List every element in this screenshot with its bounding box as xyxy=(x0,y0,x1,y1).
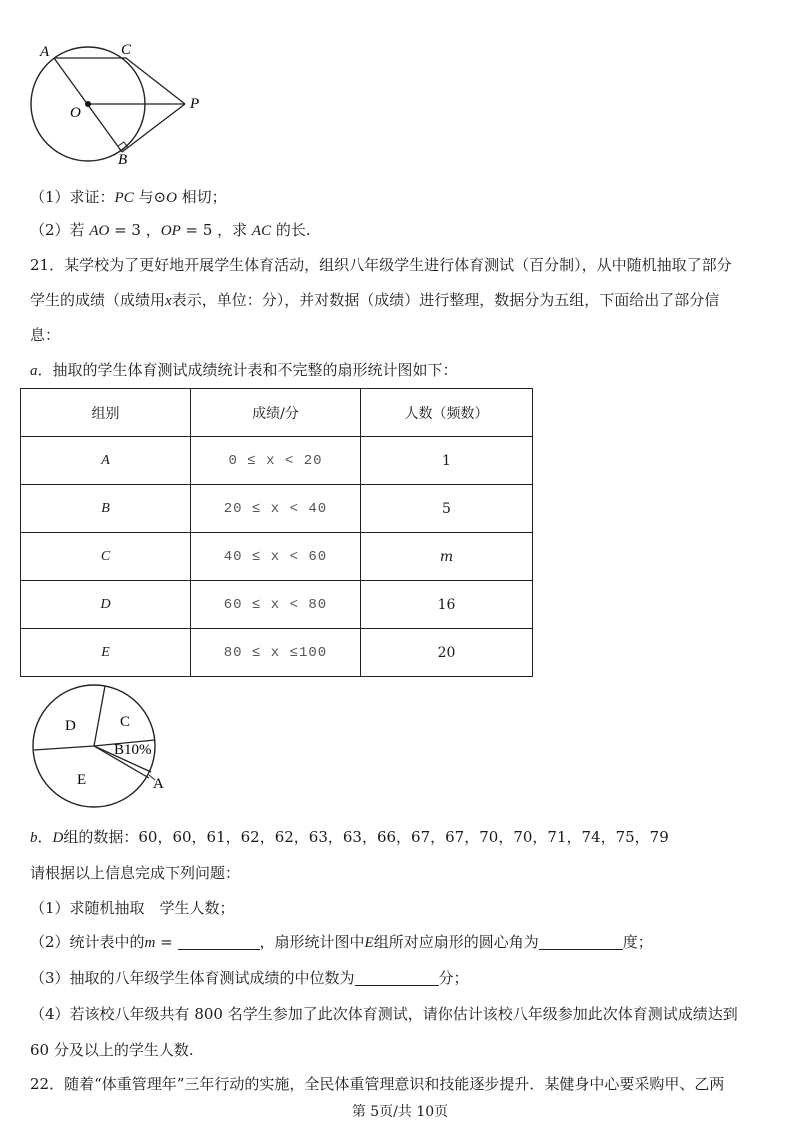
count-cell: 1 xyxy=(361,437,533,485)
q20-part1-mid: 与⊙ xyxy=(133,188,167,206)
q21-b-line xyxy=(30,827,669,848)
pie-label-e: E xyxy=(77,772,87,788)
q21-intro2b: 表示，单位：分），并对数据（成绩）进行整理，数据分为五组，下面给出了部分信 xyxy=(171,291,720,309)
q21-b-label: b xyxy=(30,830,38,846)
q21-b-text: 组的数据：60，60，61，62，62，63，63，66，67，67，70，70，71，74，75，79 xyxy=(63,828,669,846)
q21-p2c: ，扇形统计图中 xyxy=(259,933,365,951)
q21-intro2a: 学生的成绩（成绩用 xyxy=(30,291,166,309)
pie-label-a: A xyxy=(153,776,164,792)
range-cell: 80 ≤ x ≤100 xyxy=(191,629,361,677)
pie-label-d: D xyxy=(65,718,76,734)
center-point xyxy=(85,101,91,107)
q20-part1-o: O xyxy=(166,190,177,206)
label-o: O xyxy=(70,105,81,121)
q20-part2-ao: AO xyxy=(89,223,110,239)
q21-part4-line2: 60 分及以上的学生人数. xyxy=(30,1041,194,1059)
range-cell: 0 ≤ x < 20 xyxy=(191,437,361,485)
q21-intro-line1: 21．某学校为了更好地开展学生体育活动，组织八年级学生进行体育测试（百分制），从中随机抽取了部分 xyxy=(30,256,732,274)
q21-b-mid: ． xyxy=(37,828,53,846)
label-b: B xyxy=(118,152,128,168)
q21-intro-line2 xyxy=(30,290,719,311)
score-table xyxy=(20,388,533,677)
q21-p3b: 分； xyxy=(438,969,469,987)
q20-part2-op: OP xyxy=(160,223,181,239)
q21-part3 xyxy=(30,968,469,988)
q20-part2-v1: = 3 ， xyxy=(109,221,161,239)
count-cell: m xyxy=(361,533,533,581)
q21-part4-line1: （4）若该校八年级共有 800 名学生参加了此次体育测试，请你估计该校八年级参加此次体育测试成绩达到 xyxy=(30,1005,738,1023)
table-header-cell: 组别 xyxy=(21,389,191,437)
pie-divider-d-c xyxy=(94,686,105,746)
geometry-figure xyxy=(20,40,220,170)
range-cell: 60 ≤ x < 80 xyxy=(191,581,361,629)
group-cell: B xyxy=(21,485,191,533)
q21-p2e: E xyxy=(364,935,374,951)
q20-part1-pc: PC xyxy=(114,190,134,206)
right-angle-mark xyxy=(118,142,128,148)
page-footer: 第 5页/共 10页 xyxy=(351,1104,449,1120)
table-row xyxy=(21,437,533,485)
group-cell: C xyxy=(21,533,191,581)
q21-p2b: = xyxy=(155,933,178,951)
q21-part1: （1）求随机抽取 学生人数； xyxy=(30,899,235,917)
q20-part2-v2: = 5 ，求 xyxy=(180,221,252,239)
label-c: C xyxy=(121,42,132,58)
tangent-pc xyxy=(126,58,185,104)
answer-blank[interactable] xyxy=(178,933,260,950)
answer-blank[interactable] xyxy=(355,969,439,986)
q21-p2d: 组所对应扇形的圆心角为 xyxy=(373,933,539,951)
q20-part2-suffix: 的长. xyxy=(271,221,311,239)
q21-a-line xyxy=(30,360,458,381)
group-cell: D xyxy=(21,581,191,629)
answer-blank[interactable] xyxy=(539,933,623,950)
table-row xyxy=(21,485,533,533)
count-cell: 20 xyxy=(361,629,533,677)
label-p: P xyxy=(190,96,200,112)
table-header-cell: 人数（频数） xyxy=(361,389,533,437)
q21-a-label: a xyxy=(30,363,38,379)
q20-part1 xyxy=(30,187,227,208)
group-cell: E xyxy=(21,629,191,677)
pie-chart xyxy=(25,680,175,810)
q22-text: 22．随着“体重管理年”三年行动的实施，全民体重管理意识和技能逐步提升．某健身中心要采购甲、乙两 xyxy=(30,1075,725,1093)
q21-instruction: 请根据以上信息完成下列问题： xyxy=(30,864,241,882)
q21-intro-line3: 息： xyxy=(30,326,61,344)
q21-b-group: D xyxy=(52,830,64,846)
table-row xyxy=(21,629,533,677)
q21-a-text: ．抽取的学生体育测试成绩统计表和不完整的扇形统计图如下： xyxy=(37,361,458,379)
tangent-pb xyxy=(122,104,185,152)
count-cell: 16 xyxy=(361,581,533,629)
group-cell: A xyxy=(21,437,191,485)
range-cell: 40 ≤ x < 60 xyxy=(191,533,361,581)
pie-label-c: C xyxy=(120,714,131,730)
q21-p2a: （2）统计表中的 xyxy=(30,933,145,951)
label-a: A xyxy=(40,44,50,60)
q21-p2m: m xyxy=(144,935,156,951)
q20-part1-suffix: 相切； xyxy=(176,188,227,206)
count-cell: 5 xyxy=(361,485,533,533)
q21-p3a: （3）抽取的八年级学生体育测试成绩的中位数为 xyxy=(30,969,355,987)
q21-part2 xyxy=(30,932,653,953)
q21-p2f: 度； xyxy=(622,933,653,951)
table-header-row xyxy=(21,389,533,437)
q20-part2-prefix: （2）若 xyxy=(30,221,90,239)
q20-part2 xyxy=(30,220,311,241)
pie-label-b: B10% xyxy=(114,742,152,758)
q20-part1-prefix: （1）求证： xyxy=(30,188,115,206)
pie-divider-e-d xyxy=(34,746,94,750)
table-header-cell: 成绩/分 xyxy=(191,389,361,437)
table-row xyxy=(21,533,533,581)
q21-intro2x: x xyxy=(165,293,172,309)
table-row xyxy=(21,581,533,629)
q20-part2-ac: AC xyxy=(251,223,272,239)
range-cell: 20 ≤ x < 40 xyxy=(191,485,361,533)
